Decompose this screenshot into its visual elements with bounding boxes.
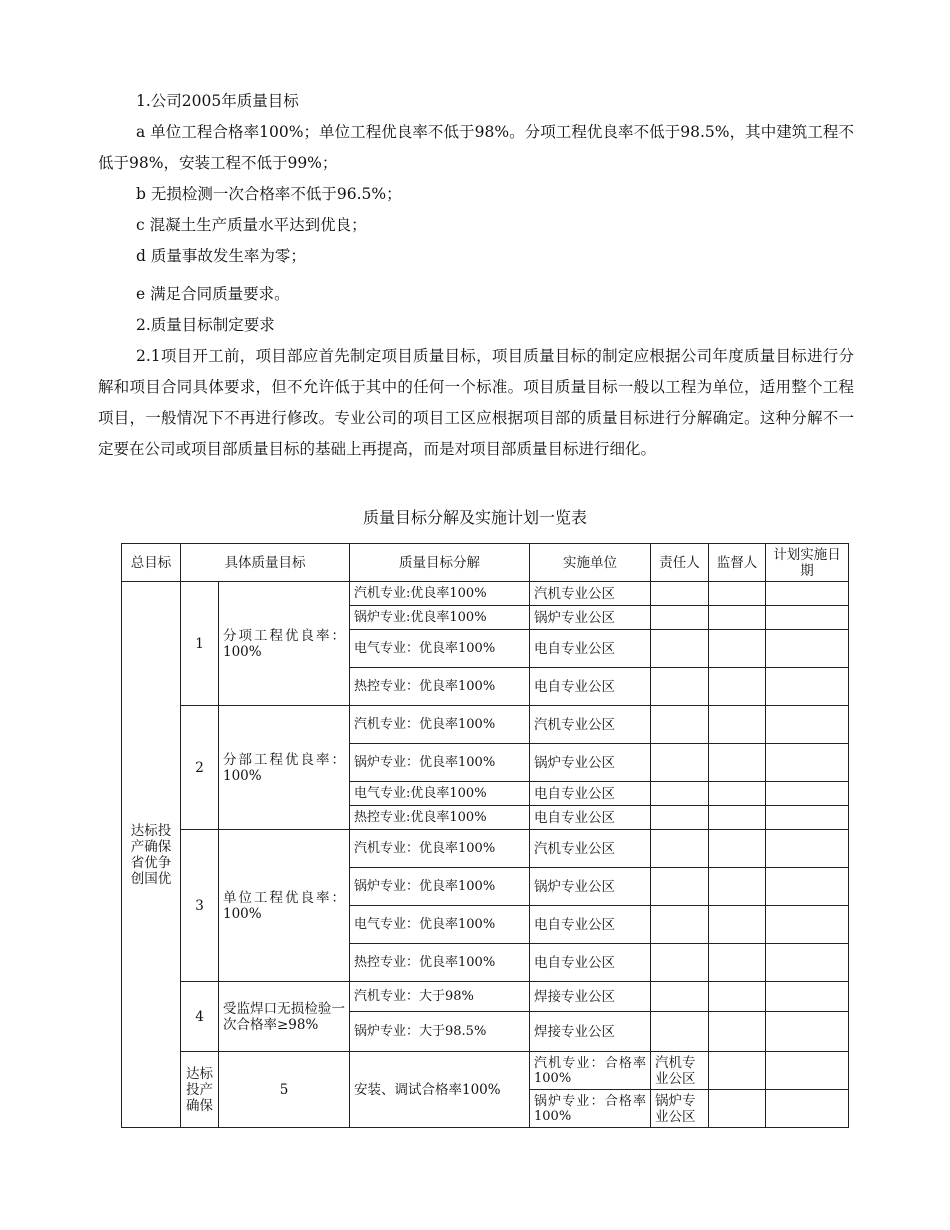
date-cell xyxy=(766,944,849,982)
date-cell xyxy=(766,806,849,830)
target-number: 2 xyxy=(181,706,219,830)
breakdown-cell: 电气专业:优良率100% xyxy=(350,782,530,806)
date-cell xyxy=(766,906,849,944)
supervisor-cell xyxy=(709,744,766,782)
supervisor-cell xyxy=(766,1052,849,1090)
supervisor-cell xyxy=(709,806,766,830)
breakdown-cell: 锅炉专业：优良率100% xyxy=(350,868,530,906)
goal-b-text: b 无损检测一次合格率不低于96.5%； xyxy=(136,185,402,203)
date-cell xyxy=(766,706,849,744)
table-header-row xyxy=(122,544,849,582)
supervisor-cell xyxy=(709,868,766,906)
header-supervisor: 监督人 xyxy=(709,544,766,582)
breakdown-cell: 电气专业：优良率100% xyxy=(350,630,530,668)
breakdown-cell: 热控专业：优良率100% xyxy=(350,668,530,706)
unit-cell: 锅炉专业公区 xyxy=(530,744,651,782)
breakdown-cell: 汽机专业：大于98% xyxy=(350,982,530,1012)
breakdown-cell: 锅炉专业：优良率100% xyxy=(350,744,530,782)
target-number: 5 xyxy=(219,1052,350,1128)
table-row xyxy=(122,582,849,606)
responsible-cell xyxy=(651,744,709,782)
supervisor-cell xyxy=(709,582,766,606)
supervisor-cell xyxy=(709,982,766,1012)
unit-cell: 电自专业公区 xyxy=(530,806,651,830)
responsible-cell xyxy=(651,868,709,906)
date-cell xyxy=(766,782,849,806)
supervisor-cell xyxy=(709,944,766,982)
section-2-1-paragraph: 2.1项目开工前，项目部应首先制定项目质量目标，项目质量目标的制定应根据公司年度质量目标进行分解和项目合同具体要求，但不允许低于其中的任何一个标准。项目质量目标一般以工程为单位，适用整个工程项目，一般情况下不再进行修改。专业公司的项目工区应根据项目部的质量目标进行分解确定。这种分解不一定要在公司或项目部质量目标的基础上再提高，而是对项目部质量目标进行细化。 xyxy=(98,347,854,458)
date-cell xyxy=(766,630,849,668)
header-responsible: 责任人 xyxy=(651,544,709,582)
target-name: 安装、调试合格率100% xyxy=(350,1052,530,1128)
date-cell xyxy=(766,744,849,782)
date-cell xyxy=(766,868,849,906)
goal-c-text: c 混凝土生产质量水平达到优良； xyxy=(136,216,367,234)
table-row xyxy=(122,982,849,1012)
responsible-cell xyxy=(651,630,709,668)
header-specific: 具体质量目标 xyxy=(181,544,350,582)
unit-cell: 汽机专业公区 xyxy=(530,582,651,606)
responsible-cell xyxy=(651,944,709,982)
responsible-cell xyxy=(709,1052,766,1090)
responsible-cell xyxy=(651,582,709,606)
unit-cell: 汽机专业公区 xyxy=(530,830,651,868)
unit-cell: 电自专业公区 xyxy=(530,782,651,806)
unit-cell: 电自专业公区 xyxy=(530,630,651,668)
date-cell xyxy=(766,582,849,606)
responsible-cell xyxy=(651,982,709,1012)
supervisor-cell xyxy=(709,706,766,744)
header-date: 计划实施日期 xyxy=(766,544,849,582)
unit-cell: 电自专业公区 xyxy=(530,944,651,982)
supervisor-cell xyxy=(766,1090,849,1128)
responsible-cell xyxy=(651,1012,709,1052)
supervisor-cell xyxy=(709,668,766,706)
goal-e-text: e 满足合同质量要求。 xyxy=(136,285,290,303)
date-cell xyxy=(766,830,849,868)
section-1-heading: 1.公司2005年质量目标 xyxy=(136,92,299,110)
unit-cell: 焊接专业公区 xyxy=(530,982,651,1012)
target-number: 4 xyxy=(181,982,219,1052)
header-unit: 实施单位 xyxy=(530,544,651,582)
responsible-cell xyxy=(651,806,709,830)
unit-cell: 汽机专业公区 xyxy=(530,706,651,744)
breakdown-cell: 锅炉专业：大于98.5% xyxy=(350,1012,530,1052)
supervisor-cell xyxy=(709,830,766,868)
unit-cell: 焊接专业公区 xyxy=(530,1012,651,1052)
breakdown-cell: 汽机专业：合格率100% xyxy=(530,1052,651,1090)
goal-d-text: d 质量事故发生率为零； xyxy=(136,247,306,265)
unit-cell: 电自专业公区 xyxy=(530,906,651,944)
quality-target-table xyxy=(121,543,849,1128)
unit-cell: 汽机专业公区 xyxy=(651,1052,709,1090)
responsible-cell xyxy=(651,830,709,868)
responsible-cell xyxy=(651,668,709,706)
breakdown-cell: 锅炉专业:优良率100% xyxy=(350,606,530,630)
table-row xyxy=(122,706,849,744)
header-breakdown: 质量目标分解 xyxy=(350,544,530,582)
target-number: 1 xyxy=(181,582,219,706)
total-goal-cell: 达标投产确保 xyxy=(181,1052,219,1128)
date-cell xyxy=(766,606,849,630)
section-2-heading: 2.质量目标制定要求 xyxy=(136,316,275,334)
target-number: 3 xyxy=(181,830,219,982)
date-cell xyxy=(766,668,849,706)
breakdown-cell: 锅炉专业：合格率100% xyxy=(530,1090,651,1128)
breakdown-cell: 汽机专业：优良率100% xyxy=(350,830,530,868)
total-goal-cell: 达标投产确保省优争创国优 xyxy=(122,582,181,1128)
responsible-cell xyxy=(651,706,709,744)
responsible-cell xyxy=(651,606,709,630)
unit-cell: 锅炉专业公区 xyxy=(530,868,651,906)
supervisor-cell xyxy=(709,606,766,630)
breakdown-cell: 汽机专业：优良率100% xyxy=(350,706,530,744)
unit-cell: 电自专业公区 xyxy=(530,668,651,706)
responsible-cell xyxy=(709,1090,766,1128)
table-row xyxy=(122,830,849,868)
responsible-cell xyxy=(651,906,709,944)
date-cell xyxy=(766,1012,849,1052)
target-name: 分项工程优良率：100% xyxy=(219,582,350,706)
target-name: 单位工程优良率：100% xyxy=(219,830,350,982)
table-caption: 质量目标分解及实施计划一览表 xyxy=(362,508,587,527)
breakdown-cell: 热控专业:优良率100% xyxy=(350,806,530,830)
supervisor-cell xyxy=(709,782,766,806)
target-name: 受监焊口无损检验一次合格率≥98% xyxy=(219,982,350,1052)
header-total: 总目标 xyxy=(122,544,181,582)
table-row xyxy=(122,1052,849,1090)
supervisor-cell xyxy=(709,1012,766,1052)
supervisor-cell xyxy=(709,630,766,668)
unit-cell: 锅炉专业公区 xyxy=(651,1090,709,1128)
responsible-cell xyxy=(651,782,709,806)
breakdown-cell: 电气专业：优良率100% xyxy=(350,906,530,944)
unit-cell: 锅炉专业公区 xyxy=(530,606,651,630)
supervisor-cell xyxy=(709,906,766,944)
goal-a-text: a 单位工程合格率100%；单位工程优良率不低于98%。分项工程优良率不低于98.5%，其中建筑工程不低于98%，安装工程不低于99%； xyxy=(98,123,854,172)
breakdown-cell: 汽机专业:优良率100% xyxy=(350,582,530,606)
breakdown-cell: 热控专业：优良率100% xyxy=(350,944,530,982)
target-name: 分部工程优良率：100% xyxy=(219,706,350,830)
date-cell xyxy=(766,982,849,1012)
